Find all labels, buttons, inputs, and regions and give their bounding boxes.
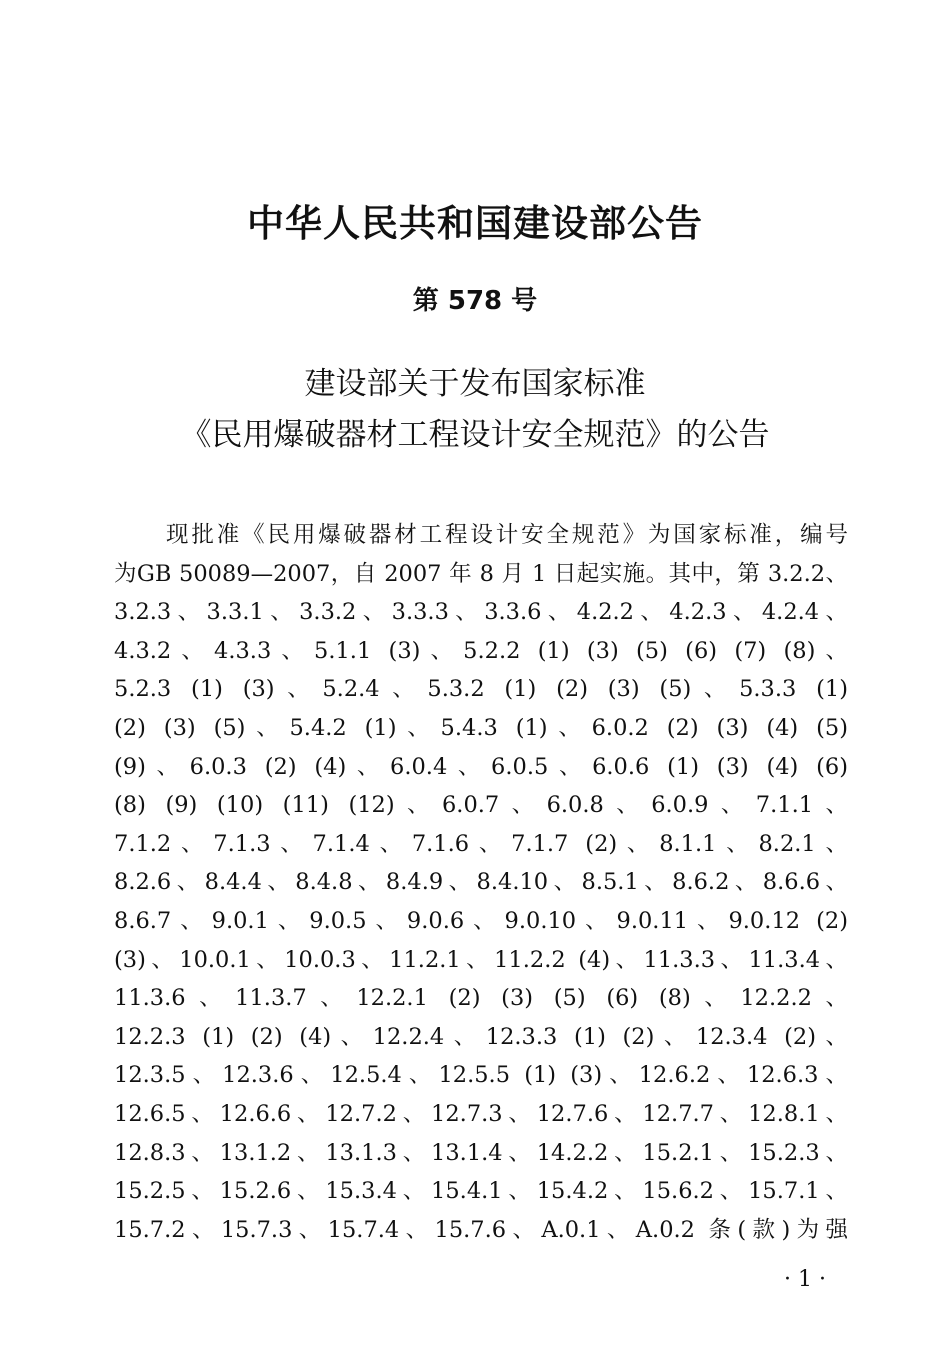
body-line: 15.7.2、15.7.3、15.7.4、15.7.6、A.0.1、A.0.2 条(款)为强 — [114, 1216, 848, 1243]
body-line: (3)、10.0.1、10.0.3、11.2.1、11.2.2 (4)、11.3.3、11.3.4、 — [114, 946, 848, 973]
announcement-number: 第 578 号 — [412, 286, 538, 316]
body-line: 4.3.2、4.3.3、5.1.1 (3)、5.2.2 (1) (3) (5) (6) (7) (8)、 — [114, 637, 848, 664]
body-line: 8.2.6、8.4.4、8.4.8、8.4.9、8.4.10、8.5.1、8.6.2、8.6.6、 — [114, 869, 848, 896]
body-line: 7.1.2、7.1.3、7.1.4、7.1.6、7.1.7 (2)、8.1.1、8.2.1、 — [114, 830, 848, 857]
page-number: · 1 · — [784, 1267, 826, 1292]
body-line: 12.2.3 (1) (2) (4)、12.2.4、12.3.3 (1) (2)、12.3.4 (2)、 — [114, 1023, 848, 1050]
body-line: 8.6.7、9.0.1、9.0.5、9.0.6、9.0.10、9.0.11、9.0.12 (2) — [114, 907, 848, 934]
body-line: 5.2.3 (1) (3)、5.2.4、5.3.2 (1) (2) (3) (5)、5.3.3 (1) — [114, 676, 848, 703]
body-line: 12.8.3、13.1.2、13.1.3、13.1.4、14.2.2、15.2.1、15.2.3、 — [114, 1139, 848, 1166]
body-line: 11.3.6、11.3.7、12.2.1 (2) (3) (5) (6) (8)、12.2.2、 — [114, 985, 848, 1012]
announcement-body — [114, 516, 848, 1249]
body-line: 现批准《民用爆破器材工程设计安全规范》为国家标准，编号 — [166, 522, 848, 548]
body-line: 为GB 50089—2007，自 2007 年 8 月 1 日起实施。其中，第 3.2.2、 — [114, 560, 848, 587]
announcement-title: 中华人民共和国建设部公告 — [247, 202, 703, 245]
body-line: (2) (3) (5)、5.4.2 (1)、5.4.3 (1)、6.0.2 (2) (3) (4) (5) — [114, 714, 848, 741]
body-line: (9)、6.0.3 (2) (4)、6.0.4、6.0.5、6.0.6 (1) (3) (4) (6) — [114, 753, 848, 780]
body-line: 15.2.5、15.2.6、15.3.4、15.4.1、15.4.2、15.6.2、15.7.1、 — [114, 1178, 848, 1205]
subtitle-line-1: 建设部关于发布国家标准 — [304, 366, 646, 402]
subtitle-line-2: 《民用爆破器材工程设计安全规范》的公告 — [180, 417, 770, 453]
body-line: 3.2.3、3.3.1、3.3.2、3.3.3、3.3.6、4.2.2、4.2.3、4.2.4、 — [114, 599, 848, 626]
body-line: 12.6.5、12.6.6、12.7.2、12.7.3、12.7.6、12.7.7、12.8.1、 — [114, 1100, 848, 1127]
body-line: 12.3.5、12.3.6、12.5.4、12.5.5 (1) (3)、12.6.2、12.6.3、 — [114, 1062, 848, 1089]
body-line: (8) (9) (10) (11) (12)、6.0.7、6.0.8、6.0.9、7.1.1、 — [114, 792, 848, 819]
